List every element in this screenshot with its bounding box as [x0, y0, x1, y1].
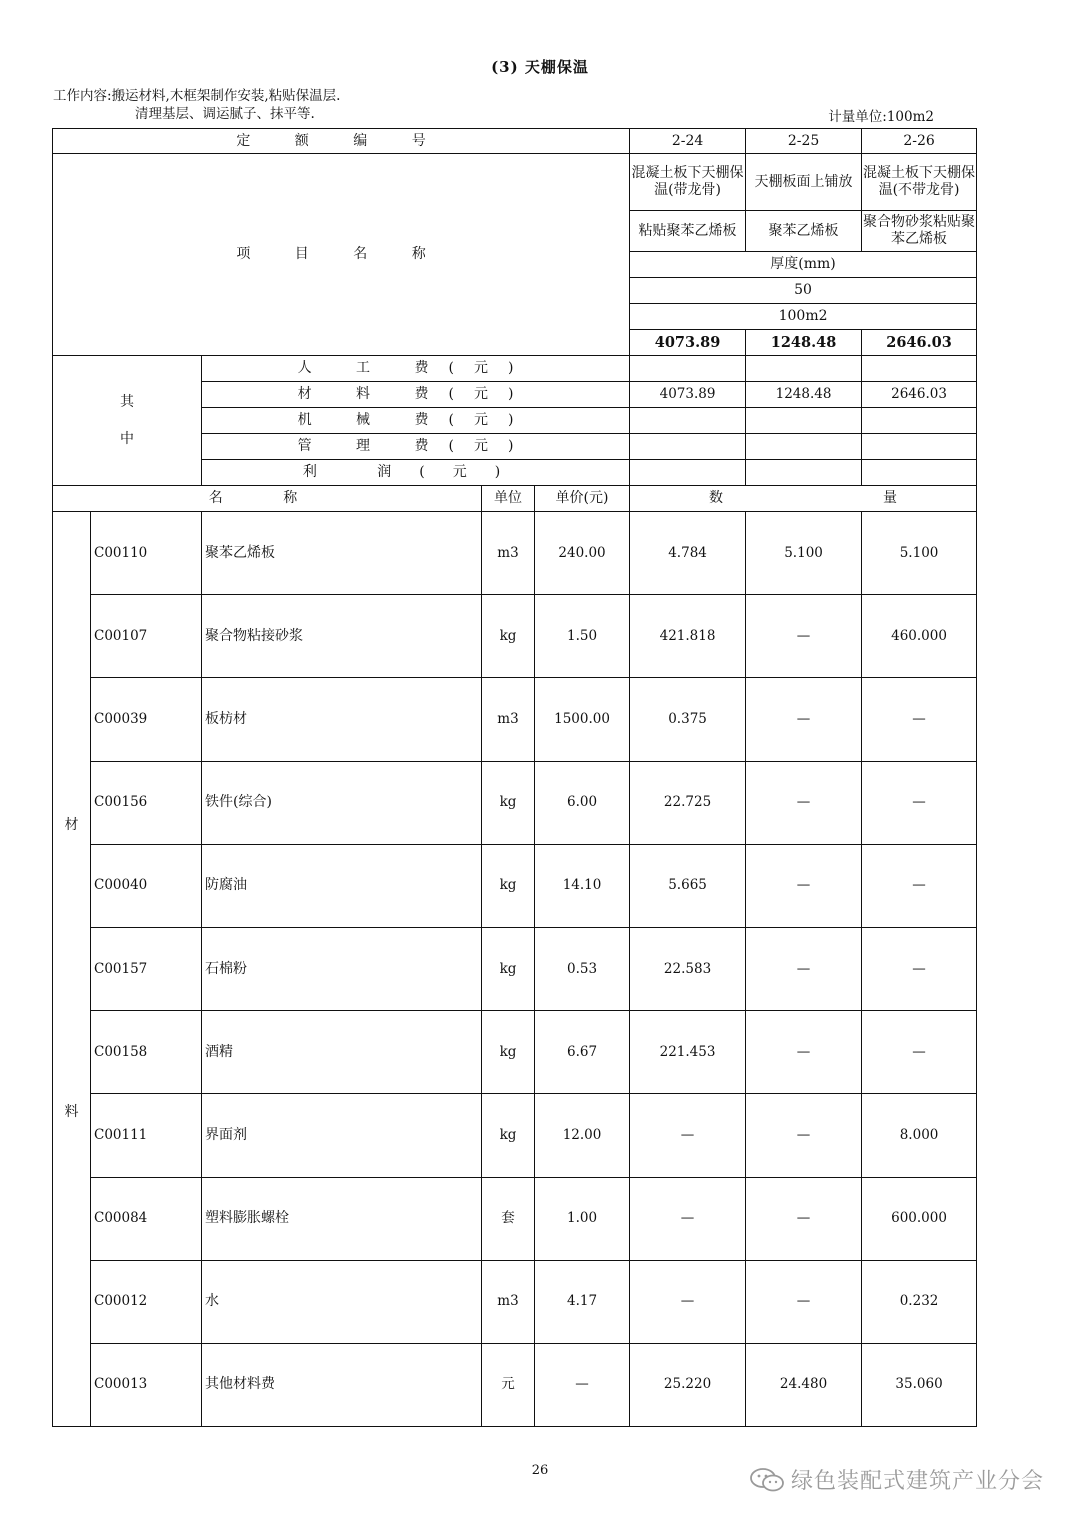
- table-row: [53, 1094, 977, 1177]
- material-unit: m3: [482, 678, 535, 761]
- material-name: 铁件(综合): [202, 761, 482, 844]
- watermark-text: 绿色装配式建筑产业分会: [790, 1469, 1044, 1494]
- cost-machine-col1: [630, 408, 746, 434]
- material-name: 水: [202, 1260, 482, 1343]
- wechat-icon: [749, 1467, 785, 1493]
- material-code: C00158: [91, 1011, 202, 1094]
- cost-machine-col3: [862, 408, 977, 434]
- material-qty-col1: 25.220: [630, 1343, 746, 1426]
- material-name: 聚苯乙烯板: [202, 512, 482, 595]
- desc2-col3: 聚合物砂浆粘贴聚苯乙烯板: [862, 211, 977, 252]
- cost-label-material: 材 料 费(元): [202, 382, 630, 408]
- material-price: 12.00: [535, 1094, 630, 1177]
- material-qty-col1: —: [630, 1260, 746, 1343]
- table-row: [53, 844, 977, 927]
- cost-label-management: 管 理 费(元): [202, 434, 630, 460]
- watermark: [749, 1464, 1044, 1495]
- cost-labor-col1: [630, 356, 746, 382]
- table-row: [53, 1260, 977, 1343]
- material-code: C00012: [91, 1260, 202, 1343]
- table-row: [53, 678, 977, 761]
- thickness-label: 厚度(mm): [630, 252, 977, 278]
- table-row: [53, 1011, 977, 1094]
- cost-label-labor: 人 工 费(元): [202, 356, 630, 382]
- material-group-label: [53, 512, 91, 1427]
- material-qty-col2: —: [746, 595, 862, 678]
- material-header-qty-1: 数: [709, 490, 724, 506]
- cost-labor-col3: [862, 356, 977, 382]
- material-unit: kg: [482, 844, 535, 927]
- page-number: 26: [531, 1463, 549, 1478]
- code-2-26: 2-26: [862, 129, 977, 154]
- cost-management-col3: [862, 434, 977, 460]
- table-row: [53, 512, 977, 595]
- cost-group-char2: 中: [120, 430, 134, 447]
- cost-labor-col2: [746, 356, 862, 382]
- thickness-value: 50: [630, 278, 977, 304]
- material-unit: kg: [482, 595, 535, 678]
- material-header-price: 单价(元): [535, 486, 630, 512]
- material-name: 酒精: [202, 1011, 482, 1094]
- material-name: 石棉粉: [202, 927, 482, 1010]
- material-qty-col3: —: [862, 761, 977, 844]
- material-price: 0.53: [535, 927, 630, 1010]
- material-unit: kg: [482, 761, 535, 844]
- material-price: 4.17: [535, 1260, 630, 1343]
- cost-profit-col3: [862, 460, 977, 486]
- material-header-qty-2: 量: [883, 490, 898, 506]
- item-name-label: 项 目 名 称: [53, 154, 630, 356]
- page-title: (3) 天棚保温: [491, 58, 589, 76]
- material-name: 板枋材: [202, 678, 482, 761]
- material-header-name: 名 称: [53, 486, 482, 512]
- material-group-char2: 料: [64, 1104, 79, 1121]
- material-qty-col1: 0.375: [630, 678, 746, 761]
- material-qty-col2: —: [746, 1011, 862, 1094]
- quota-table: [52, 128, 977, 1427]
- material-qty-col3: —: [862, 678, 977, 761]
- material-qty-col2: —: [746, 678, 862, 761]
- material-name: 防腐油: [202, 844, 482, 927]
- desc2-col1: 粘贴聚苯乙烯板: [630, 211, 746, 252]
- code-2-25: 2-25: [746, 129, 862, 154]
- material-unit: 元: [482, 1343, 535, 1426]
- material-qty-col1: —: [630, 1177, 746, 1260]
- code-2-24: 2-24: [630, 129, 746, 154]
- material-code: C00157: [91, 927, 202, 1010]
- work-content-line2: 清理基层、调运腻子、抹平等.: [135, 106, 315, 122]
- work-content: [53, 87, 340, 123]
- cost-group-char1: 其: [120, 393, 134, 410]
- material-qty-col1: 5.665: [630, 844, 746, 927]
- material-qty-col1: 221.453: [630, 1011, 746, 1094]
- material-unit: 套: [482, 1177, 535, 1260]
- material-qty-col3: —: [862, 844, 977, 927]
- material-unit: m3: [482, 1260, 535, 1343]
- material-qty-col1: 4.784: [630, 512, 746, 595]
- material-qty-col3: 5.100: [862, 512, 977, 595]
- cost-material-col3: 2646.03: [862, 382, 977, 408]
- cost-material-col1: 4073.89: [630, 382, 746, 408]
- work-content-line1: 搬运材料,木框架制作安装,粘贴保温层.: [111, 88, 341, 104]
- material-code: C00040: [91, 844, 202, 927]
- material-rows: [53, 512, 977, 1427]
- material-qty-col2: 5.100: [746, 512, 862, 595]
- material-qty-col2: —: [746, 1177, 862, 1260]
- material-name: 其他材料费: [202, 1343, 482, 1426]
- material-price: 1.00: [535, 1177, 630, 1260]
- total-col2: 1248.48: [746, 330, 862, 356]
- material-qty-col3: —: [862, 927, 977, 1010]
- material-qty-col2: 24.480: [746, 1343, 862, 1426]
- material-qty-col3: 460.000: [862, 595, 977, 678]
- material-qty-col2: —: [746, 927, 862, 1010]
- material-qty-col3: —: [862, 1011, 977, 1094]
- cost-profit-col2: [746, 460, 862, 486]
- cost-profit-col1: [630, 460, 746, 486]
- desc1-col1: 混凝土板下天棚保温(带龙骨): [630, 154, 746, 211]
- cost-label-machine: 机 械 费(元): [202, 408, 630, 434]
- cost-machine-col2: [746, 408, 862, 434]
- material-unit: kg: [482, 1094, 535, 1177]
- cost-material-col2: 1248.48: [746, 382, 862, 408]
- cost-label-profit: 利 润(元): [202, 460, 630, 486]
- material-unit: m3: [482, 512, 535, 595]
- material-qty-col1: 421.818: [630, 595, 746, 678]
- material-code: C00084: [91, 1177, 202, 1260]
- quota-code-label: 定 额 编 号: [53, 129, 630, 154]
- material-code: C00156: [91, 761, 202, 844]
- material-code: C00110: [91, 512, 202, 595]
- desc2-col2: 聚苯乙烯板: [746, 211, 862, 252]
- material-qty-col1: —: [630, 1094, 746, 1177]
- table-row: [53, 761, 977, 844]
- material-header-qty: [630, 486, 977, 512]
- material-qty-col1: 22.583: [630, 927, 746, 1010]
- cost-management-col2: [746, 434, 862, 460]
- cost-management-col1: [630, 434, 746, 460]
- material-qty-col3: 0.232: [862, 1260, 977, 1343]
- material-code: C00013: [91, 1343, 202, 1426]
- total-col3: 2646.03: [862, 330, 977, 356]
- material-qty-col1: 22.725: [630, 761, 746, 844]
- material-qty-col3: 8.000: [862, 1094, 977, 1177]
- cost-group-label: [53, 356, 202, 486]
- table-row: [53, 595, 977, 678]
- table-row: [53, 927, 977, 1010]
- material-qty-col3: 600.000: [862, 1177, 977, 1260]
- table-row: [53, 1177, 977, 1260]
- table-row: [53, 1343, 977, 1426]
- work-content-label: 工作内容:: [53, 88, 112, 104]
- material-unit: kg: [482, 1011, 535, 1094]
- material-price: 1500.00: [535, 678, 630, 761]
- material-price: 14.10: [535, 844, 630, 927]
- desc1-col3: 混凝土板下天棚保温(不带龙骨): [862, 154, 977, 211]
- material-price: —: [535, 1343, 630, 1426]
- material-qty-col3: 35.060: [862, 1343, 977, 1426]
- material-qty-col2: —: [746, 844, 862, 927]
- total-col1: 4073.89: [630, 330, 746, 356]
- material-code: C00111: [91, 1094, 202, 1177]
- material-qty-col2: —: [746, 1260, 862, 1343]
- material-name: 塑料膨胀螺栓: [202, 1177, 482, 1260]
- material-group-char1: 材: [64, 817, 79, 834]
- material-code: C00039: [91, 678, 202, 761]
- material-code: C00107: [91, 595, 202, 678]
- material-price: 6.00: [535, 761, 630, 844]
- material-price: 1.50: [535, 595, 630, 678]
- material-header-unit: 单位: [482, 486, 535, 512]
- material-qty-col2: —: [746, 1094, 862, 1177]
- material-price: 240.00: [535, 512, 630, 595]
- material-unit: kg: [482, 927, 535, 1010]
- measure-unit: 计量单位:100m2: [828, 109, 934, 125]
- material-qty-col2: —: [746, 761, 862, 844]
- desc1-col2: 天棚板面上铺放: [746, 154, 862, 211]
- material-name: 界面剂: [202, 1094, 482, 1177]
- unit-value: 100m2: [630, 304, 977, 330]
- material-name: 聚合物粘接砂浆: [202, 595, 482, 678]
- material-price: 6.67: [535, 1011, 630, 1094]
